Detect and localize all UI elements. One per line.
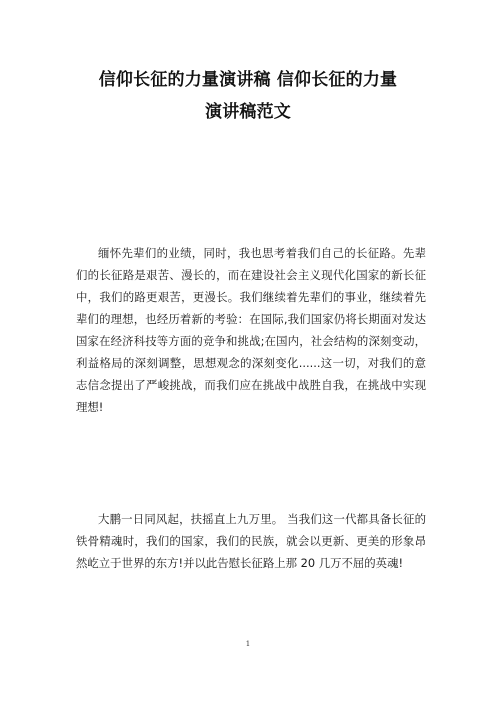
page-number: 1 (245, 640, 251, 648)
title-line-2: 演讲稿范文 (205, 102, 291, 122)
title-line-1: 信仰长征的力量演讲稿 信仰长征的力量 (98, 70, 398, 90)
body-paragraph-2: 大鹏一日同风起，扶摇直上九万里。 当我们这一代都具备长征的铁骨精魂时，我们的国家，我们的民族，就会以更新、更美的形象昂然屹立于世界的东方!并以此告慰长征路上那 20 几万不屈的英魂! (76, 512, 426, 570)
body-paragraph-1: 缅怀先辈们的业绩，同时，我也思考着我们自己的长征路。先辈们的长征路是艰苦、漫长的，而在建设社会主义现代化国家的新长征中，我们的路更艰苦，更漫长。我们继续着先辈们的事业，继续着先辈们的理想，也经历着新的考验：在国际,我们国家仍将长期面对发达国家在经济科技等方面的竞争和挑战;在国内，社会结构的深刻变动，利益格局的深刻调整，思想观念的深刻变化......这一切，对我们的意志信念提出了严峻挑战，而我们应在挑战中战胜自我，在挑战中实现理想! (76, 246, 426, 414)
document-title (40, 64, 456, 128)
